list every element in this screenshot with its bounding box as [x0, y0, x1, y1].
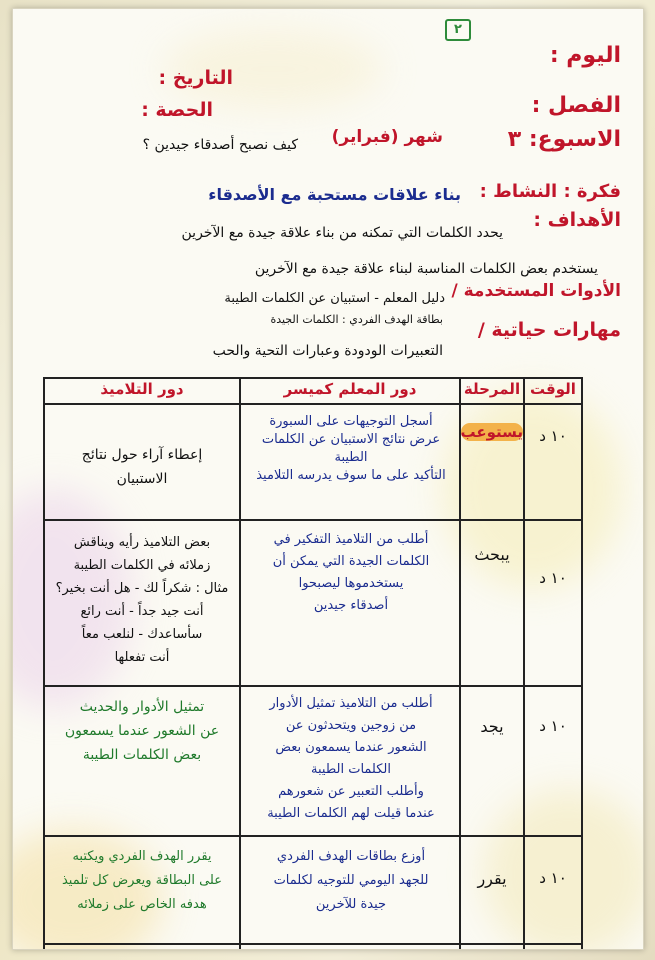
tools-value: دليل المعلم - استبيان عن الكلمات الطيبة — [224, 291, 445, 306]
teacher-role-line: عرض نتائج الاستبيان عن الكلمات الطيبة — [261, 432, 441, 465]
student-role-line: زملائه في الكلمات الطيبة — [73, 558, 211, 573]
table-border — [43, 519, 583, 521]
goals-label: الأهداف : — [533, 209, 621, 231]
skills-value: التعبيرات الودودة وعبارات التحية والحب — [212, 343, 443, 359]
skills-label: مهارات حياتية / — [477, 319, 621, 341]
goal-item: يحدد الكلمات التي تمكنه من بناء علاقة جيدة مع الآخرين — [181, 225, 503, 241]
activities-table — [43, 377, 583, 949]
table-border — [523, 377, 525, 949]
teacher-role-line: الشعور عندما يسمعون بعض — [275, 740, 427, 755]
teacher-role-line: أصدقاء جيدين — [313, 598, 389, 613]
student-role-line: بعض الكلمات الطيبة — [82, 747, 202, 763]
student-role-line: أنت تفعلها — [114, 650, 170, 665]
student-role-line: عن الشعور عندما يسمعون — [64, 723, 220, 739]
table-border — [459, 377, 461, 949]
idea-label: فكرة : النشاط : — [479, 181, 621, 202]
header-teacher-role: دور المعلم كميسر — [283, 380, 417, 398]
header-time: الوقت — [530, 380, 576, 398]
day-label: اليوم : — [549, 43, 621, 68]
teacher-role-line: أطلب من التلاميذ تمثيل الأدوار — [269, 696, 433, 711]
row-time: ١٠ د — [539, 717, 567, 735]
student-role-line: على البطاقة ويعرض كل تلميذ — [61, 873, 222, 888]
row-time: ١٠ د — [539, 869, 567, 887]
tools-value-2: بطاقة الهدف الفردي : الكلمات الجيدة — [270, 313, 443, 326]
teacher-role-line: للجهد اليومي للتوجيه لكلمات — [273, 873, 429, 888]
table-border — [43, 835, 583, 837]
student-role-line: يقرر الهدف الفردي ويكتبه — [72, 849, 212, 864]
student-role-line: إعطاء آراء حول نتائج — [81, 447, 203, 463]
table-border — [581, 377, 583, 949]
date-label: التاريخ : — [158, 67, 233, 89]
class-label: الفصل : — [531, 93, 621, 118]
header-student-role: دور التلاميذ — [100, 380, 184, 398]
goal-item: يستخدم بعض الكلمات المناسبة لبناء علاقة جيدة مع الآخرين — [254, 261, 598, 277]
student-role-cell — [49, 695, 235, 767]
teacher-role-line: التأكيد على ما سوف يدرسه التلاميذ — [256, 468, 446, 483]
tools-label: الأدوات المستخدمة / — [451, 281, 621, 301]
period-label: الحصة : — [141, 99, 213, 121]
teacher-role-line: الكلمات الجيدة التي يمكن أن — [272, 554, 430, 569]
table-border — [43, 403, 583, 405]
row-stage: يقرر — [477, 869, 507, 888]
teacher-role-line: أسجل التوجيهات على السبورة — [269, 414, 433, 429]
week-label: الاسبوع: ٣ — [507, 127, 621, 152]
student-role-line: أنت جيد جداً - أنت رائع — [80, 604, 204, 619]
idea-value: بناء علاقات مستحبة مع الأصدقاء — [208, 185, 461, 204]
teacher-role-line: وأطلب التعبير عن شعورهم — [278, 784, 424, 799]
table-border — [43, 685, 583, 687]
teacher-role-line: جيدة للآخرين — [315, 897, 387, 912]
teacher-role-cell — [245, 529, 457, 617]
student-role-cell — [49, 845, 235, 917]
student-role-line: هدفه الخاص على زملائه — [77, 897, 207, 912]
teacher-role-cell — [245, 845, 457, 917]
teacher-role-line: أطلب من التلاميذ التفكير في — [273, 532, 429, 547]
row-stage: يستوعب — [460, 423, 523, 441]
student-role-line: الاستبيان — [116, 471, 168, 487]
teacher-role-line: الكلمات الطيبة — [311, 762, 391, 777]
teacher-role-line: عندما قيلت لهم الكلمات الطيبة — [267, 806, 435, 821]
student-role-line: مثال : شكراً لك - هل أنت بخير؟ — [55, 581, 229, 596]
lesson-plan-sheet — [12, 8, 644, 950]
header-stage: المرحلة — [463, 380, 521, 398]
table-border — [43, 943, 583, 945]
table-border — [43, 377, 45, 949]
teacher-role-line: من زوجين ويتحدثون عن — [285, 718, 417, 733]
student-role-line: بعض التلاميذ رأيه ويناقش — [73, 535, 211, 550]
row-time: ١٠ د — [539, 427, 567, 445]
student-role-line: سأساعدك - لنلعب معاً — [81, 627, 203, 642]
teacher-role-line: يستخدموها ليصبحوا — [298, 576, 404, 591]
student-role-line: تمثيل الأدوار والحديث — [79, 699, 205, 715]
table-border — [43, 377, 583, 379]
lesson-title: كيف نصبح أصدقاء جيدين ؟ — [142, 137, 298, 153]
row-time: ١٠ د — [539, 569, 567, 587]
month-label: شهر (فبراير) — [331, 127, 443, 147]
student-role-cell — [49, 443, 235, 491]
row-stage: يبحث — [474, 545, 510, 564]
table-border — [239, 377, 241, 949]
student-role-cell — [49, 531, 235, 669]
teacher-role-line: أوزع بطاقات الهدف الفردي — [276, 849, 426, 864]
page-number-badge: ٢ — [445, 19, 471, 41]
teacher-role-cell — [245, 413, 457, 485]
row-stage: يجد — [480, 717, 504, 736]
teacher-role-cell — [245, 693, 457, 825]
